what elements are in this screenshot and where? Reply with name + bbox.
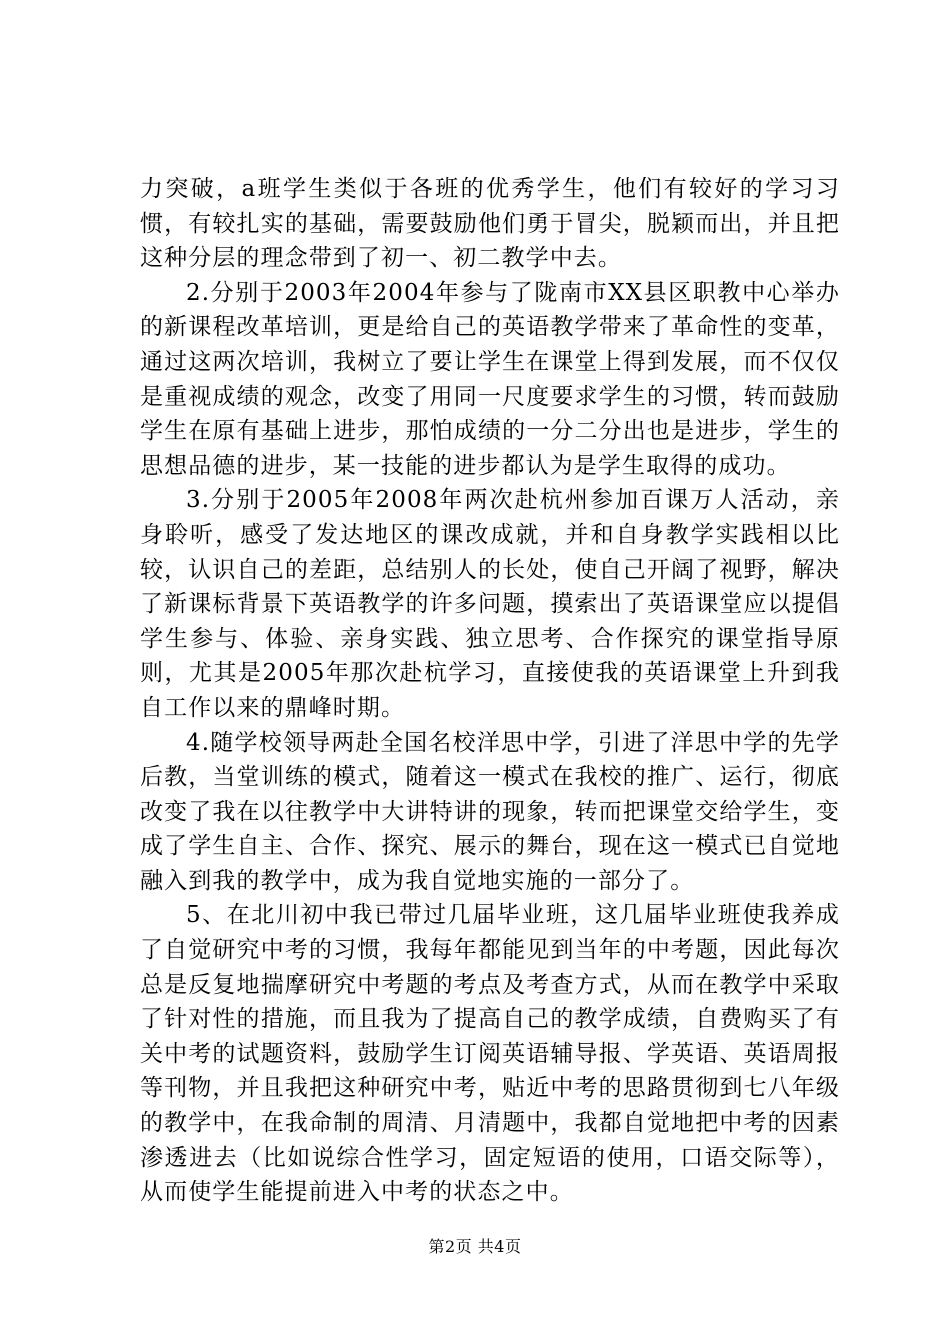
paragraph-item-2: 2.分别于2003年2004年参与了陇南市XX县区职教中心举办的新课程改革培训，更是给自己的英语教学带来了革命性的变革，通过这两次培训，我树立了要让学生在课堂上得到发展，而不仅仅是重视成绩的观念，改变了用同一尺度要求学生的习惯，转而鼓励学生在原有基础上进步，那怕成绩的一分二分出也是进步，学生的思想品德的进步，某一技能的进步都认为是学生取得的成功。 [140, 279, 840, 479]
page-footer: 第2页 共4页 [428, 1237, 522, 1256]
paragraph-item-4: 4.随学校领导两赴全国名校洋思中学，引进了洋思中学的先学后教，当堂训练的模式，随着这一模式在我校的推广、运行，彻底改变了我在以往教学中大讲特讲的现象，转而把课堂交给学生，变成了学生自主、合作、探究、展示的舞台，现在这一模式已自觉地融入到我的教学中，成为我自觉地实施的一部分了。 [140, 729, 840, 894]
paragraph-item-3: 3.分别于2005年2008年两次赴杭州参加百课万人活动，亲身聆听，感受了发达地区的课改成就，并和自身教学实践相以比较，认识自己的差距，总结别人的长处，使自己开阔了视野，解决了新课标背景下英语教学的许多问题，摸索出了英语课堂应以提倡学生参与、体验、亲身实践、独立思考、合作探究的课堂指导原则，尤其是2005年那次赴杭学习，直接使我的英语课堂上升到我自工作以来的鼎峰时期。 [140, 487, 840, 721]
document-body [140, 172, 840, 1210]
paragraph-item-5: 5、在北川初中我已带过几届毕业班，这几届毕业班使我养成了自觉研究中考的习惯，我每年都能见到当年的中考题，因此每次总是反复地揣摩研究中考题的考点及考查方式，从而在教学中采取了针对性的措施，而且我为了提高自己的教学成绩，自费购买了有关中考的试题资料，鼓励学生订阅英语辅导报、学英语、英语周报等刊物，并且我把这种研究中考，贴近中考的思路贯彻到七八年级的教学中，在我命制的周清、月清题中，我都自觉地把中考的因素渗透进去（比如说综合性学习，固定短语的使用，口语交际等），从而使学生能提前进入中考的状态之中。 [140, 902, 840, 1206]
paragraph-continuation: 力突破，a班学生类似于各班的优秀学生，他们有较好的学习习惯，有较扎实的基础，需要鼓励他们勇于冒尖，脱颖而出，并且把这种分层的理念带到了初一、初二教学中去。 [140, 176, 840, 272]
